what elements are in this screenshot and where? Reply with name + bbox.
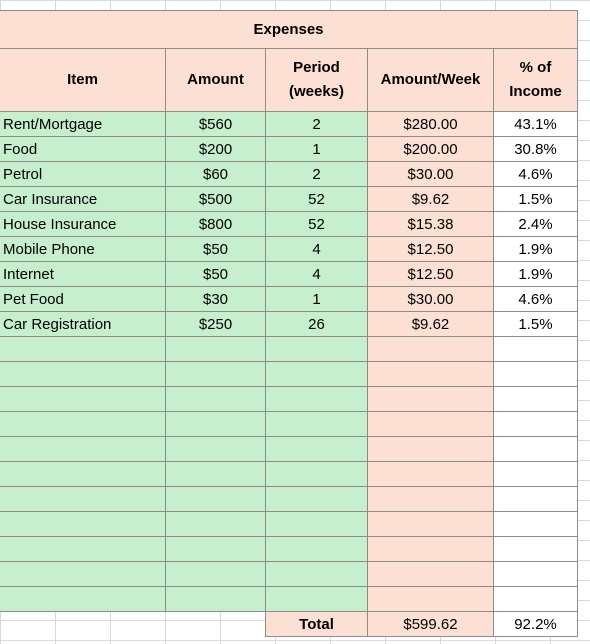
empty-cell[interactable] [266,587,368,612]
header-item-label: Item [67,71,98,88]
empty-row [0,462,578,487]
total-label[interactable]: Total [266,612,368,637]
empty-cell[interactable] [0,462,166,487]
cell-pct-income[interactable]: 30.8% [494,137,578,162]
cell-pct-income[interactable]: 2.4% [494,212,578,237]
empty-cell[interactable] [266,387,368,412]
empty-cell[interactable] [494,337,578,362]
empty-cell[interactable] [266,412,368,437]
cell-amount[interactable]: $200 [166,137,266,162]
header-amount-week-label: Amount/Week [380,71,481,88]
empty-cell[interactable] [494,587,578,612]
empty-cell[interactable] [368,562,494,587]
empty-cell[interactable] [0,537,166,562]
cell-period[interactable]: 1 [266,137,368,162]
header-pct-income[interactable] [494,49,578,112]
empty-cell[interactable] [0,337,166,362]
empty-cell[interactable] [494,387,578,412]
empty-cell[interactable] [494,537,578,562]
empty-cell[interactable] [0,387,166,412]
cell-item[interactable]: Car Insurance [0,187,166,212]
cell-period[interactable]: 52 [266,187,368,212]
empty-cell[interactable] [166,487,266,512]
table-row [0,312,578,337]
empty-cell[interactable] [0,437,166,462]
empty-cell[interactable] [368,537,494,562]
header-amount-label: Amount [187,71,244,88]
empty-cell[interactable] [368,587,494,612]
total-amount-week[interactable]: $599.62 [368,612,494,637]
empty-row [0,387,578,412]
cell-amount[interactable]: $60 [166,162,266,187]
table-row [0,162,578,187]
empty-cell[interactable] [368,512,494,537]
empty-cell[interactable] [0,487,166,512]
empty-cell[interactable] [0,587,166,612]
table-title: Expenses [253,20,324,38]
cell-pct-income[interactable]: 1.9% [494,262,578,287]
cell-amount[interactable]: $500 [166,187,266,212]
empty-cell[interactable] [166,537,266,562]
empty-row [0,412,578,437]
cell-period[interactable]: 2 [266,112,368,137]
empty-row [0,337,578,362]
empty-cell[interactable] [166,512,266,537]
empty-cell[interactable] [266,437,368,462]
empty-cell[interactable] [266,537,368,562]
cell-amount-week[interactable]: $12.50 [368,262,494,287]
cell-period[interactable]: 1 [266,287,368,312]
header-period[interactable] [266,49,368,112]
empty-cell[interactable] [368,387,494,412]
empty-cell[interactable] [494,487,578,512]
cell-period[interactable]: 4 [266,237,368,262]
empty-row [0,537,578,562]
cell-amount-week[interactable]: $9.62 [368,312,494,337]
empty-cell[interactable] [266,362,368,387]
table-row [0,112,578,137]
empty-cell[interactable] [368,437,494,462]
total-row [0,612,578,637]
table-row [0,187,578,212]
cell-amount[interactable]: $800 [166,212,266,237]
cell-pct-income[interactable]: 43.1% [494,112,578,137]
header-amount[interactable] [166,49,266,112]
empty-cell[interactable] [166,362,266,387]
cell-amount[interactable]: $560 [166,112,266,137]
empty-cell[interactable] [494,362,578,387]
empty-cell[interactable] [0,362,166,387]
cell-item[interactable]: Petrol [0,162,166,187]
empty-row [0,562,578,587]
cell-item[interactable]: Rent/Mortgage [0,112,166,137]
empty-cell[interactable] [368,462,494,487]
cell-amount-week[interactable]: $30.00 [368,162,494,187]
table-row [0,237,578,262]
empty-cell[interactable] [0,512,166,537]
empty-row [0,437,578,462]
cell-amount-week[interactable]: $280.00 [368,112,494,137]
cell-item[interactable]: Food [0,137,166,162]
empty-cell[interactable] [494,462,578,487]
header-item[interactable] [0,49,166,112]
cell-amount-week[interactable]: $200.00 [368,137,494,162]
empty-cell[interactable] [266,562,368,587]
empty-cell[interactable] [368,487,494,512]
cell-amount-week[interactable]: $12.50 [368,237,494,262]
header-period-line2: (weeks) [288,83,345,100]
cell-item[interactable]: Pet Food [0,287,166,312]
cell-period[interactable]: 4 [266,262,368,287]
empty-cell[interactable] [0,412,166,437]
empty-cell[interactable] [368,412,494,437]
empty-row [0,587,578,612]
total-spacer [0,612,266,637]
empty-row [0,512,578,537]
cell-pct-income[interactable]: 4.6% [494,162,578,187]
cell-period[interactable]: 2 [266,162,368,187]
cell-amount[interactable]: $250 [166,312,266,337]
empty-cell[interactable] [166,337,266,362]
cell-amount-week[interactable]: $30.00 [368,287,494,312]
header-pct-line1: % of [519,59,552,76]
cell-item[interactable]: Mobile Phone [0,237,166,262]
empty-cell[interactable] [166,387,266,412]
empty-cell[interactable] [494,412,578,437]
empty-cell[interactable] [0,562,166,587]
empty-cell[interactable] [166,412,266,437]
cell-amount-week[interactable]: $15.38 [368,212,494,237]
cell-pct-income[interactable]: 1.9% [494,237,578,262]
cell-period[interactable]: 26 [266,312,368,337]
empty-cell[interactable] [368,362,494,387]
cell-pct-income[interactable]: 4.6% [494,287,578,312]
cell-pct-income[interactable]: 1.5% [494,187,578,212]
cell-item[interactable]: Car Registration [0,312,166,337]
cell-period[interactable]: 52 [266,212,368,237]
table-row [0,287,578,312]
empty-cell[interactable] [494,437,578,462]
cell-item[interactable]: Internet [0,262,166,287]
empty-cell[interactable] [266,462,368,487]
header-pct-line2: Income [509,83,562,100]
cell-amount[interactable]: $30 [166,287,266,312]
expenses-table [0,10,578,637]
table-row [0,137,578,162]
table-row [0,262,578,287]
empty-cell[interactable] [368,337,494,362]
empty-cell[interactable] [166,587,266,612]
cell-item[interactable]: House Insurance [0,212,166,237]
empty-cell[interactable] [494,512,578,537]
total-pct-income[interactable]: 92.2% [494,612,578,637]
table-row [0,212,578,237]
header-period-line1: Period [293,59,340,76]
empty-cell[interactable] [266,487,368,512]
empty-cell[interactable] [166,462,266,487]
cell-amount-week[interactable]: $9.62 [368,187,494,212]
table-title-cell[interactable] [0,11,578,49]
empty-cell[interactable] [266,337,368,362]
empty-cell[interactable] [166,562,266,587]
cell-amount[interactable]: $50 [166,262,266,287]
empty-cell[interactable] [494,562,578,587]
empty-cell[interactable] [166,437,266,462]
empty-cell[interactable] [266,512,368,537]
cell-pct-income[interactable]: 1.5% [494,312,578,337]
empty-row [0,362,578,387]
empty-row [0,487,578,512]
cell-amount[interactable]: $50 [166,237,266,262]
header-amount-week[interactable] [368,49,494,112]
